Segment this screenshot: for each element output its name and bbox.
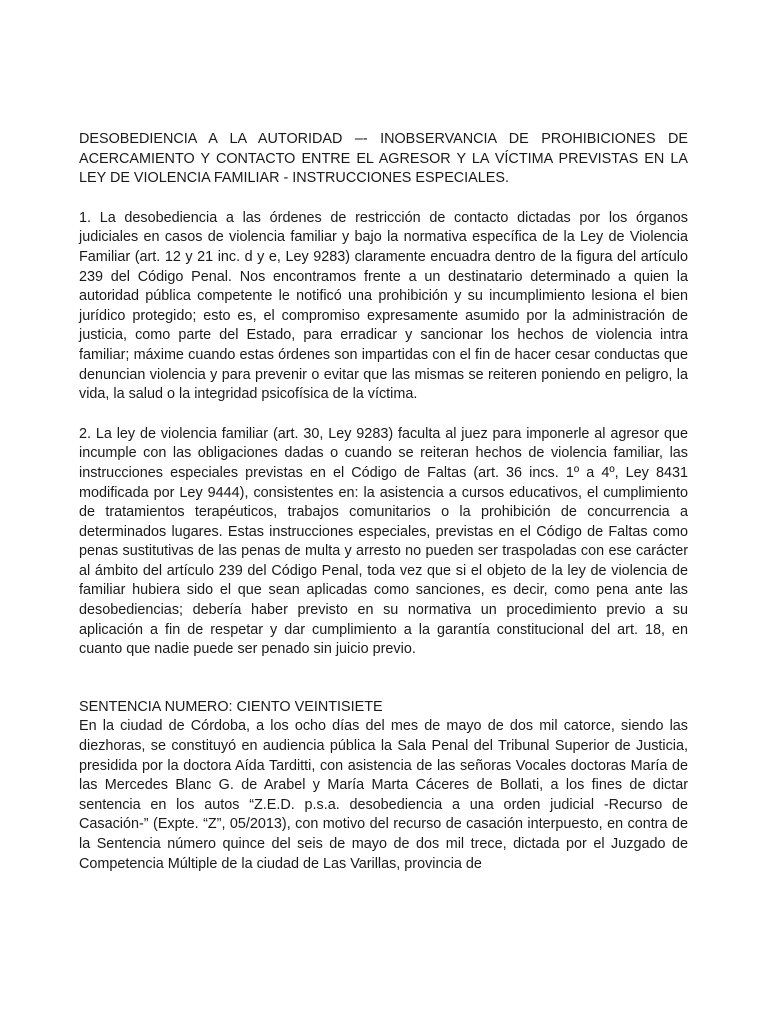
sentencia-body: En la ciudad de Córdoba, a los ocho días del mes de mayo de dos mil catorce, siendo las diezhoras, se constituyó en audiencia pública la Sala Penal del Tribunal Superior de Justicia, presidida por la doctora Aída Tarditti, con asistencia de las señoras Vocales doctoras María de las Mercedes Blanc G. de Arabel y María Marta Cáceres de Bollati, a los fines de dictar sentencia en los autos “Z.E.D. p.s.a. desobediencia a una orden judicial -Recurso de Casación-” (Expte. “Z”, 05/2013), con motivo del recurso de casación interpuesto, en contra de la Sentencia número quince del seis de mayo de dos mil trece, dictada por el Juzgado de Competencia Múltiple de la ciudad de Las Varillas, provincia de [79,718,688,872]
sentencia-title: SENTENCIA NUMERO: CIENTO VEINTISIETE [79,698,383,715]
document-heading: DESOBEDIENCIA A LA AUTORIDAD –- INOBSERVANCIA DE PROHIBICIONES DE ACERCAMIENTO Y CONTACTO ENTRE EL AGRESOR Y LA VÍCTIMA PREVISTAS EN LA LEY DE VIOLENCIA FAMILIAR - INSTRUCCIONES ESPECIALES. [79,131,688,187]
paragraph-2: 2. La ley de violencia familiar (art. 30, Ley 9283) faculta al juez para imponerle al agresor que incumple con las obligaciones dadas o cuando se reiteran hechos de violencia familiar, las instrucciones especiales previstas en el Código de Faltas (art. 36 incs. 1º a 4º, Ley 8431 modificada por Ley 9444), consistentes en: la asistencia a cursos educativos, el cumplimiento de tratamientos terapéuticos, trabajos comunitarios o la prohibición de concurrencia a determinados lugares. Estas instrucciones especiales, previstas en el Código de Faltas como penas sustitutivas de las penas de multa y arresto no pueden ser traspoladas con ese carácter al ámbito del artículo 239 del Código Penal, toda vez que si el objeto de la ley de violencia de familiar hubiera sido el que sean aplicadas como sanciones, es decir, como pena ante las desobediencias; debería haber previsto en su normativa un procedimiento previo a su aplicación a fin de respetar y dar cumplimiento a la garantía constitucional del art. 18, en cuanto que nadie puede ser penado sin juicio previo. [79,425,688,658]
document-page [79,130,688,874]
paragraph-1: 1. La desobediencia a las órdenes de restricción de contacto dictadas por los órganos judiciales en casos de violencia familiar y bajo la normativa específica de la Ley de Violencia Familiar (art. 12 y 21 inc. d y e, Ley 9283) claramente encuadra dentro de la figura del artículo 239 del Código Penal. Nos encontramos frente a un destinatario determinado a quien la autoridad pública competente le notificó una prohibición y su incumplimiento lesiona el bien jurídico protegido; esto es, el compromiso expresamente asumido por la administración de justicia, como parte del Estado, para erradicar y sancionar los hechos de violencia intra familiar; máxime cuando estas órdenes son impartidas con el fin de hacer cesar conductas que denuncian violencia y para prevenir o evitar que las mismas se reiteren poniendo en peligro, la vida, la salud o la integridad psicofísica de la víctima. [79,209,688,403]
